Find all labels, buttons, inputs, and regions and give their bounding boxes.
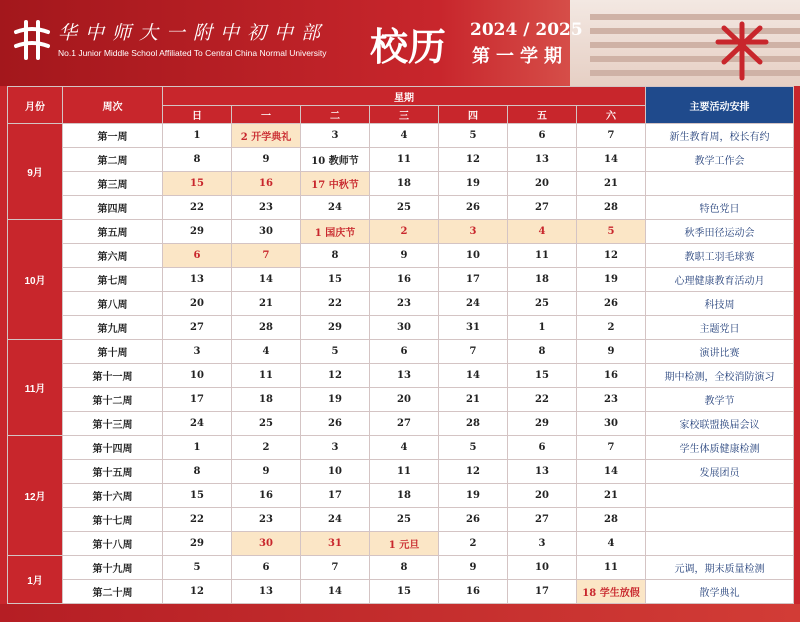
activity-cell: 教学节: [646, 388, 794, 412]
school-name-en: No.1 Junior Middle School Affiliated To Central China Normal University: [58, 48, 327, 58]
day-cell: 26: [301, 412, 370, 436]
header-month: 月份: [8, 87, 63, 124]
day-cell: 22: [508, 388, 577, 412]
day-cell: 9: [439, 556, 508, 580]
header-day-wed: 三: [370, 106, 439, 124]
activity-cell: 秋季田径运动会: [646, 220, 794, 244]
week-row: [8, 172, 794, 196]
day-cell: 9: [232, 460, 301, 484]
day-cell: 4: [232, 340, 301, 364]
day-cell: 7: [301, 556, 370, 580]
day-cell: 20: [163, 292, 232, 316]
header-day-thu: 四: [439, 106, 508, 124]
week-label: 第十周: [63, 340, 163, 364]
day-cell: 11: [370, 148, 439, 172]
day-cell: 2: [577, 316, 646, 340]
day-cell: 3: [508, 532, 577, 556]
week-row: [8, 244, 794, 268]
activity-cell: 心理健康教育活动月: [646, 268, 794, 292]
week-label: 第一周: [63, 124, 163, 148]
month-cell: 9月: [8, 124, 63, 220]
day-cell: 26: [577, 292, 646, 316]
week-row: [8, 580, 794, 604]
day-cell: 5: [439, 124, 508, 148]
activity-cell: 演讲比赛: [646, 340, 794, 364]
week-label: 第三周: [63, 172, 163, 196]
day-cell: 6: [370, 340, 439, 364]
day-cell: 5: [439, 436, 508, 460]
week-label: 第六周: [63, 244, 163, 268]
header-day-sun: 日: [163, 106, 232, 124]
day-cell: 29: [508, 412, 577, 436]
day-cell: 3: [163, 340, 232, 364]
header-weekday-group: 星期: [163, 87, 646, 106]
header-day-tue: 二: [301, 106, 370, 124]
day-cell: 13: [508, 460, 577, 484]
day-cell: 18: [232, 388, 301, 412]
day-cell: 6: [508, 124, 577, 148]
day-cell: 17 中秋节: [301, 172, 370, 196]
day-cell: 14: [301, 580, 370, 604]
day-cell: 9: [577, 340, 646, 364]
red-sculpture-icon: [712, 18, 772, 82]
day-cell: 2: [370, 220, 439, 244]
week-row: [8, 388, 794, 412]
school-logo-icon: [12, 18, 52, 62]
day-cell: 12: [301, 364, 370, 388]
day-cell: 18 学生放假: [577, 580, 646, 604]
week-label: 第十五周: [63, 460, 163, 484]
day-cell: 4: [370, 436, 439, 460]
day-cell: 10: [301, 460, 370, 484]
day-cell: 20: [508, 172, 577, 196]
week-label: 第五周: [63, 220, 163, 244]
day-cell: 19: [439, 484, 508, 508]
day-cell: 8: [508, 340, 577, 364]
day-cell: 14: [232, 268, 301, 292]
day-cell: 27: [508, 508, 577, 532]
day-cell: 25: [508, 292, 577, 316]
week-row: [8, 460, 794, 484]
day-cell: 17: [163, 388, 232, 412]
day-cell: 13: [163, 268, 232, 292]
day-cell: 4: [577, 532, 646, 556]
week-label: 第八周: [63, 292, 163, 316]
day-cell: 12: [439, 148, 508, 172]
day-cell: 18: [508, 268, 577, 292]
day-cell: 27: [508, 196, 577, 220]
day-cell: 30: [370, 316, 439, 340]
day-cell: 3: [301, 124, 370, 148]
footer-bar: [0, 604, 800, 622]
day-cell: 20: [370, 388, 439, 412]
week-row: [8, 556, 794, 580]
day-cell: 25: [370, 508, 439, 532]
day-cell: 3: [301, 436, 370, 460]
day-cell: 16: [370, 268, 439, 292]
day-cell: 8: [163, 460, 232, 484]
header-day-fri: 五: [508, 106, 577, 124]
school-building-photo: [570, 0, 800, 86]
activity-cell: 期中检测，全校消防演习: [646, 364, 794, 388]
activity-cell: 学生体质健康检测: [646, 436, 794, 460]
day-cell: 13: [508, 148, 577, 172]
day-cell: 3: [439, 220, 508, 244]
calendar-body: [8, 124, 794, 604]
week-label: 第十九周: [63, 556, 163, 580]
day-cell: 2: [232, 436, 301, 460]
day-cell: 19: [577, 268, 646, 292]
week-row: [8, 220, 794, 244]
day-cell: 23: [232, 508, 301, 532]
week-label: 第十八周: [63, 532, 163, 556]
day-cell: 15: [508, 364, 577, 388]
activity-cell: 发展团员: [646, 460, 794, 484]
day-cell: 5: [163, 556, 232, 580]
header-day-mon: 一: [232, 106, 301, 124]
day-cell: 29: [301, 316, 370, 340]
day-cell: 1: [508, 316, 577, 340]
page-title: 校历: [370, 25, 447, 69]
day-cell: 8: [370, 556, 439, 580]
day-cell: 6: [163, 244, 232, 268]
activity-cell: 新生教育周，校长有约: [646, 124, 794, 148]
day-cell: 16: [232, 484, 301, 508]
day-cell: 27: [370, 412, 439, 436]
activity-cell: [646, 532, 794, 556]
day-cell: 27: [163, 316, 232, 340]
day-cell: 25: [232, 412, 301, 436]
day-cell: 21: [577, 484, 646, 508]
day-cell: 18: [370, 172, 439, 196]
day-cell: 29: [163, 532, 232, 556]
day-cell: 24: [301, 508, 370, 532]
month-cell: 12月: [8, 436, 63, 556]
day-cell: 10 教师节: [301, 148, 370, 172]
day-cell: 5: [577, 220, 646, 244]
week-row: [8, 484, 794, 508]
day-cell: 28: [232, 316, 301, 340]
day-cell: 30: [577, 412, 646, 436]
week-row: [8, 412, 794, 436]
day-cell: 25: [370, 196, 439, 220]
school-calendar-table: [7, 86, 794, 604]
day-cell: 31: [301, 532, 370, 556]
day-cell: 1: [163, 436, 232, 460]
day-cell: 18: [370, 484, 439, 508]
week-row: [8, 532, 794, 556]
day-cell: 30: [232, 532, 301, 556]
header-activities: 主要活动安排: [646, 87, 794, 124]
day-cell: 11: [232, 364, 301, 388]
day-cell: 13: [232, 580, 301, 604]
day-cell: 21: [439, 388, 508, 412]
day-cell: 6: [232, 556, 301, 580]
day-cell: 5: [301, 340, 370, 364]
day-cell: 26: [439, 196, 508, 220]
day-cell: 17: [439, 268, 508, 292]
day-cell: 24: [163, 412, 232, 436]
day-cell: 11: [577, 556, 646, 580]
day-cell: 14: [577, 460, 646, 484]
day-cell: 15: [163, 172, 232, 196]
day-cell: 6: [508, 436, 577, 460]
week-row: [8, 268, 794, 292]
week-row: [8, 148, 794, 172]
day-cell: 11: [370, 460, 439, 484]
day-cell: 10: [508, 556, 577, 580]
week-label: 第十四周: [63, 436, 163, 460]
day-cell: 1: [163, 124, 232, 148]
week-label: 第十一周: [63, 364, 163, 388]
day-cell: 12: [163, 580, 232, 604]
day-cell: 9: [232, 148, 301, 172]
day-cell: 12: [439, 460, 508, 484]
day-cell: 4: [508, 220, 577, 244]
school-name-cn: 华中师大一附中初中部: [58, 22, 329, 44]
activity-cell: [646, 508, 794, 532]
week-row: [8, 196, 794, 220]
day-cell: 28: [577, 508, 646, 532]
activity-cell: 家校联盟换届会议: [646, 412, 794, 436]
day-cell: 8: [301, 244, 370, 268]
day-cell: 7: [577, 436, 646, 460]
month-cell: 11月: [8, 340, 63, 436]
activity-cell: 元调，期末质量检测: [646, 556, 794, 580]
day-cell: 24: [439, 292, 508, 316]
day-cell: 13: [370, 364, 439, 388]
day-cell: 17: [301, 484, 370, 508]
day-cell: 23: [370, 292, 439, 316]
day-cell: 28: [577, 196, 646, 220]
week-label: 第二周: [63, 148, 163, 172]
day-cell: 2 开学典礼: [232, 124, 301, 148]
day-cell: 22: [163, 196, 232, 220]
day-cell: 15: [163, 484, 232, 508]
activity-cell: [646, 484, 794, 508]
day-cell: 9: [370, 244, 439, 268]
day-cell: 16: [439, 580, 508, 604]
day-cell: 14: [439, 364, 508, 388]
day-cell: 23: [577, 388, 646, 412]
day-cell: 31: [439, 316, 508, 340]
header-day-sat: 六: [577, 106, 646, 124]
day-cell: 12: [577, 244, 646, 268]
activity-cell: 教学工作会: [646, 148, 794, 172]
day-cell: 15: [301, 268, 370, 292]
week-row: [8, 364, 794, 388]
day-cell: 21: [232, 292, 301, 316]
day-cell: 17: [508, 580, 577, 604]
week-row: [8, 124, 794, 148]
activity-cell: 特色党日: [646, 196, 794, 220]
month-cell: 1月: [8, 556, 63, 604]
day-cell: 30: [232, 220, 301, 244]
week-label: 第二十周: [63, 580, 163, 604]
day-cell: 16: [577, 364, 646, 388]
day-cell: 1 国庆节: [301, 220, 370, 244]
activity-cell: 科技周: [646, 292, 794, 316]
week-label: 第十三周: [63, 412, 163, 436]
calendar-header: [0, 0, 800, 86]
term-label: 第一学期: [472, 46, 568, 66]
day-cell: 4: [370, 124, 439, 148]
week-label: 第七周: [63, 268, 163, 292]
month-cell: 10月: [8, 220, 63, 340]
day-cell: 11: [508, 244, 577, 268]
school-year: 2024 / 2025: [470, 20, 583, 40]
week-label: 第十七周: [63, 508, 163, 532]
day-cell: 16: [232, 172, 301, 196]
day-cell: 8: [163, 148, 232, 172]
day-cell: 29: [163, 220, 232, 244]
week-label: 第十六周: [63, 484, 163, 508]
day-cell: 24: [301, 196, 370, 220]
day-cell: 7: [232, 244, 301, 268]
week-row: [8, 436, 794, 460]
week-label: 第四周: [63, 196, 163, 220]
day-cell: 1 元旦: [370, 532, 439, 556]
day-cell: 19: [301, 388, 370, 412]
week-row: [8, 316, 794, 340]
header-week: 周次: [63, 87, 163, 124]
week-row: [8, 508, 794, 532]
day-cell: 20: [508, 484, 577, 508]
day-cell: 14: [577, 148, 646, 172]
week-label: 第九周: [63, 316, 163, 340]
day-cell: 23: [232, 196, 301, 220]
week-label: 第十二周: [63, 388, 163, 412]
day-cell: 22: [301, 292, 370, 316]
day-cell: 26: [439, 508, 508, 532]
day-cell: 28: [439, 412, 508, 436]
day-cell: 7: [439, 340, 508, 364]
activity-cell: 散学典礼: [646, 580, 794, 604]
day-cell: 19: [439, 172, 508, 196]
day-cell: 2: [439, 532, 508, 556]
day-cell: 7: [577, 124, 646, 148]
day-cell: 10: [163, 364, 232, 388]
week-row: [8, 340, 794, 364]
week-row: [8, 292, 794, 316]
activity-cell: 教职工羽毛球赛: [646, 244, 794, 268]
day-cell: 21: [577, 172, 646, 196]
activity-cell: 主题党日: [646, 316, 794, 340]
day-cell: 22: [163, 508, 232, 532]
day-cell: 15: [370, 580, 439, 604]
day-cell: 10: [439, 244, 508, 268]
activity-cell: [646, 172, 794, 196]
